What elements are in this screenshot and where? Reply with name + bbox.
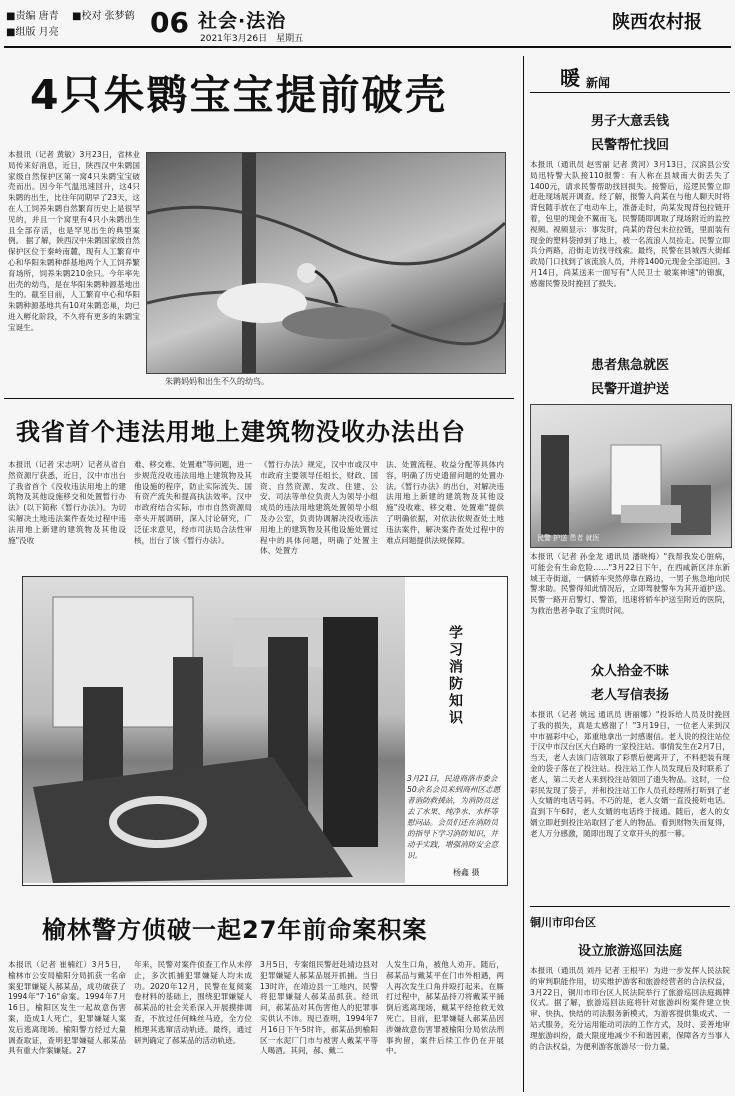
story1-text: 据了解，陕西汉中朱鹮国家级自然保护区位于秦岭南麓，现有人工繁育中心和华阳朱鹮种群基地两个人工饲养繁育场所，饲养朱鹮210余只。今年率先出壳的幼鸟，是在华阳朱鹮种源基地出生的。截至目前，人工繁育中心和华阳朱鹮种源基地共有10对朱鹮恋巢，均已进入孵化阶段，不久将有更多的朱鹮宝宝诞生。 (8, 236, 140, 332)
page-number: 06 (150, 6, 189, 39)
editor-credit: ■责编 唐青 (6, 11, 59, 22)
sidebar-item4-kicker: 铜川市印台区 (530, 916, 596, 929)
story1-divider (4, 398, 514, 399)
design-credit: ■组版 月亮 (6, 27, 59, 38)
sidebar-lower-rule (530, 906, 730, 907)
story3-col2: 年来，民警对案件侦查工作从未停止，多次抓捕犯罪嫌疑人均未成功。2020年12月，民警在复阅案卷材料的基础上，围绕犯罪嫌疑人郝某品的社会关系深入开展摸排调查，不放过任何蛛丝马迹，全方位梳理其逃窜活动轨迹。最终，通过研判确定了郝某品的活动轨迹。 (134, 960, 252, 1045)
fire-training-photo (23, 577, 405, 883)
warm-news-badge: 暖 (560, 66, 580, 90)
sidebar-item1-title2: 民警帮忙找回 (590, 138, 669, 153)
fire-training-illustration (23, 577, 405, 883)
story1-photo-caption: 朱鹮妈妈和出生不久的幼鸟。 (165, 377, 269, 386)
sidebar-item4-title: 设立旅游巡回法庭 (577, 944, 682, 959)
police-escort-illustration (531, 405, 731, 547)
sidebar-item3-title1: 众人拾金不昧 (590, 664, 669, 679)
story3-headline: 榆林警方侦破一起27年前命案积案 (42, 916, 428, 944)
issue-date: 2021年3月26日 星期五 (200, 34, 304, 44)
story1-headline: 4只朱鹮宝宝提前破壳 (30, 71, 448, 119)
crested-ibis-photo (146, 152, 506, 374)
story2-col2: 难、移交难、处置难"等问题，进一步规范没收违法用地上建筑物及其他设施的程序，防止实际流失、国有资产流失和提高执法效率。汉中市政府结合实际，市市自然资源局牵头开展调研，深入讨论研究，广泛征求意见，经市司法局合法性审核，出台了该《暂行办法》。 (134, 460, 252, 545)
sidebar-item3-title2: 老人写信表扬 (590, 688, 669, 703)
story2-col3: 《暂行办法》规定，汉中市或汉中市政府主要领导任组长，财政、国资、自然资源、发改、住建、公安、司法等单位负责人为领导小组成员的违法用地建筑处置领导小组及办公室，负责协调解决没收违法用地上的建筑物及其他设施处置过程中的具体问题，明确了处置主体、处置方 (260, 460, 378, 556)
story3-col3: 3月5日，专案组民警赶赴靖边县对犯罪嫌疑人郝某品展开抓捕。当日13时许，在靖边县一工地内，民警将犯罪嫌疑人郝某品抓获。经讯问，郝某品对其伤害他人的犯罪事实供认不讳。现已查明，1994年7月16日下午5时许，郝某品到榆阳区一水泥厂门市与被害人戴某平等人喝酒。其间，郝、戴二 (260, 960, 378, 1056)
story1-lead: 本报讯（记者 黄敏）3月23日，省林业局传来好消息，近日，陕西汉中朱鹮国家级自然保护区第一窝4只朱鹮宝宝破壳而出。因今年气温迅速回升，这4只朱鹮的出生，比往年同期早了23天，这在人工饲养朱鹮自然繁育历史上是很罕见的，并且一个窝里有4只小朱鹮出生且全部存活，也是罕见出生的典型案例。 (8, 150, 140, 246)
story2-headline: 我省首个违法用地上建筑物没收办法出台 (16, 418, 466, 446)
sidebar-top-rule (530, 92, 730, 93)
ibis-illustration (147, 153, 505, 373)
sidebar-item2-title2: 民警开道护送 (590, 382, 669, 397)
sidebar-item1-body: 本报讯（通讯员 赵雪丽 记者 黄河）3月13日，汉滨县公安局迅特警大队接110报警：有人称在县城南大街丢失了1400元，请求民警帮助找回损失。接警后，巡逻民警立即赶赴现场展开调查。经了解，报警人尚某在与他人聊天时将背包随手放在了电动车上，准备走时，尚某发现背包拉链开着，包里的现金不翼而飞。民警随即调取了现场附近的监控视频。视频显示：事发时，尚某的背包未拉拉链，里面装有现金的塑料袋掉到了地上，被一名流浪人员捡走。民警立即兵分两路，沿街走访找寻线索。最终，民警在县城西大街邮政局门口找到了该流浪人员，并将1400元现金全部追回。3月14日，尚某送来一面写有"人民卫士 破案神速"的锦旗，感谢民警及时挽回了损失。 (530, 160, 730, 288)
sidebar-item4-body: 本报讯（通讯员 刘丹 记者 王根平）为进一步发挥人民法院的审判职能作用，切实维护游客和旅游经营者的合法权益，3月22日，铜川市印台区人民法院举行了旅游巡回法庭揭牌仪式。据了解，旅游巡回法庭将针对旅游纠纷案件建立快审、快执、快结的司法服务新模式，为游客提供集成式、一站式服务，充分运用能动司法的工作方式，及时、妥善地审理旅游纠纷，最大限度地减少不和谐因素，保障各方当事人的合法权益，为便利游客旅游尽一份力量。 (530, 966, 730, 1051)
sidebar-divider (523, 56, 524, 1092)
story2-col4: 法、处置流程、收益分配等具体内容，明确了历史遗留问题的处置办法。《暂行办法》的出台，对解决违法用地上新建的建筑物及其他设施"没收难、移交难、处置难"提供了明确依据，对依法依规查处土地违法案件，解决案件查处过程中的难点问题提供法规保障。 (386, 460, 504, 545)
section-name: 社会·法治 (198, 10, 287, 32)
sidebar-item2-body: 本报讯（记者 孙金龙 通讯员 潘晓梅）"我帮我发心脏病，可能会有生命危险……"3月22日下午，在西咸新区沣东新城王寺街道，一辆轿车突然停靠在路边，一男子焦急地向民警求助。民警得知此情况后，立即驾驶警车为其开道护送。民警一路开启警灯、警笛，迅速将轿车护送至附近的医院，为救治患者争取了宝贵时间。 (530, 552, 730, 615)
story1-body (8, 150, 140, 394)
photo-feature-text: 3月21日，民进商洛市委会50余名会员来到商州区志愿者消防救援站，为消防员送去了水果、纯净水、水杯等慰问品。会员们还在消防员的指导下学习消防知识，并动手实践，增强消防安全意识。 (407, 774, 501, 860)
police-escort-photo (530, 404, 732, 548)
header-rule (4, 46, 731, 48)
masthead-logo: 陕西农村报 (612, 12, 702, 33)
photo-feature-box (22, 576, 508, 886)
sidebar-item3-body: 本报讯（记者 姚远 通讯员 唐丽娜）"投诉给人员及时挽回了我的损失，真是太感谢了！"3月19日，一位老人来到汉中市福彩中心，郑重地拿出一封感谢信。老人说的投注站位于汉中市汉台区大白路的一家投注站。事情发生在2月7日，当天，老人去该门店领取了彩票后便离开了，不料把装有现金的袋子落在了投注站。投注站工作人员发现后及时联系了老人，第二天老人来到投注站领回了遗失物品。这时，一位彩民发现了袋子，并和投注站工作人员孔经理所打听到了老人女婿的电话号码。不巧的是，老人女婿一直没接听电话。直到下午6时，老人女婿的电话终于接通。随后，老人的女婿立即赶到投注站取回了老人的物品。看到财物失而复得，老人万分感激，随即出现了文章开头的那一幕。 (530, 710, 730, 838)
police-escort-photo-caption: 民警 护送 患者 就医 (537, 534, 600, 542)
story3-col1: 本报讯（记者 崔楠红）3月5日，榆林市公安局榆阳分局抓获一名命案犯罪嫌疑人郝某品，成功破获了1994年"7·16"命案。1994年7月16日，榆阳区发生一起故意伤害案，造成1人死亡，犯罪嫌疑人案发后逃离现场。榆阳警方经过大量调查取证，查明犯罪嫌疑人郝某品具有重大作案嫌疑。27 (8, 960, 126, 1056)
warm-news-label: 新闻 (586, 76, 611, 90)
sidebar-item1-title1: 男子大意丢钱 (590, 114, 669, 129)
proof-credit: ■校对 张梦鹤 (72, 11, 135, 22)
photo-feature-vertical-title: 学习消防知识 (447, 625, 463, 727)
story3-col4: 人发生口角，被他人劝开。随后，郝某品与戴某平在门市外相遇，两人再次发生口角并殴打起来。在厮打过程中，郝某品持刀将戴某平捅倒后逃离现场，戴某平经抢救无效死亡。目前，犯罪嫌疑人郝某品因涉嫌故意伤害罪被榆阳分局依法刑事拘留，案件后续工作仍在开展中。 (386, 960, 504, 1056)
story2-col1: 本报讯（记者 宋志明）记者从省自然资源厅获悉，近日，汉中市出台了我省首个《没收违法用地上的建筑物及其他设施移交和处置暂行办法》(以下简称《暂行办法》)。为切实解决土地违法案件查处过程中违法用地上新建的建筑物及其他设施"没收 (8, 460, 126, 545)
photo-feature-credit: 杨鑫 摄 (453, 868, 480, 877)
sidebar-item2-title1: 患者焦急就医 (590, 358, 669, 373)
